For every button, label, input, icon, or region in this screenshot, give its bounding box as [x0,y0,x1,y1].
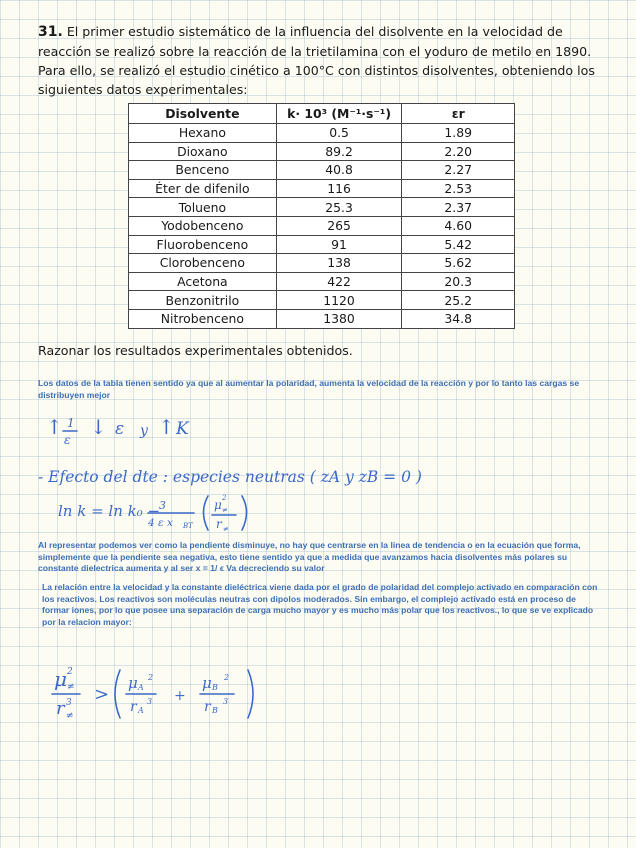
table-header-row [129,104,515,124]
header-solvent: Disolvente [129,104,277,124]
cell-epsilon: 25.2 [402,291,515,310]
cell-solvent: Tolueno [129,198,277,217]
mu-a: μ [128,674,138,692]
problem-statement [38,22,618,99]
cell-epsilon: 2.20 [402,142,515,161]
answer-paragraph-2: Al representar podemos ver como la pendiente disminuye, no hay que centrarse en la linea de tendencia o en la ecuación que forma, simplemente que la pendiente sea negativa, esto tiene sentido ya que a medida que avanzamos hacia disolventes más polares su constante dielectrica aumenta y al ser x = 1/ ϵ Va decreciendo su valor [38,540,581,573]
mu-complex: μ [54,667,67,691]
mu-a-sub: A [138,683,144,692]
mu-a-sup: 2 [148,673,154,682]
conjunction-y: y [140,423,148,439]
k-symbol: K [176,419,189,439]
table-row [129,198,515,217]
mu-b-sup: 2 [224,673,230,682]
cell-epsilon: 4.60 [402,216,515,235]
cell-epsilon: 2.27 [402,161,515,180]
r-a-sup: 3 [147,697,153,706]
r-complex-sub: ≠ [66,711,74,721]
cell-k: 89.2 [276,142,402,161]
epsilon-symbol: ε [115,419,125,439]
answer-paragraph-3: La relación entre la velocidad y la constante dieléctrica viene dada por el grado de polaridad del complejo activado en comparación con los reactivos. Los reactivos son moléculas neutras con dipolos moderados. Sin embargo, el complejo activado está en proceso de formar iones, por lo que posee una separación de carga mucho mayor y es mucho más polar que los reactivos., lo que se ve explicado por la relacion mayor: [42,582,598,627]
table-row [129,272,515,291]
table-row [129,235,515,254]
cell-solvent: Clorobenceno [129,254,277,273]
handwritten-trend-line [40,410,260,450]
plus-symbol: + [174,688,186,704]
cell-k: 1120 [276,291,402,310]
left-paren [204,496,209,530]
arrow-up-symbol: ↑ [46,415,63,439]
arrow-up-symbol-2: ↑ [158,415,175,439]
r-a: r [130,699,137,715]
mu-subscript: ≠ [222,506,228,514]
mu-b: μ [202,674,212,692]
table-row [129,142,515,161]
handwritten-effect-line [34,462,494,492]
equation-numerator: 3 [159,499,166,512]
cell-k: 422 [276,272,402,291]
cell-k: 0.5 [276,124,402,143]
cell-solvent: Nitrobenceno [129,309,277,328]
handwritten-inequality [52,660,292,724]
r-b-sup: 3 [223,697,229,706]
cell-epsilon: 34.8 [402,309,515,328]
table-row [129,216,515,235]
mu-complex-sub: ≠ [67,682,75,692]
cell-epsilon: 5.62 [402,254,515,273]
table-row [129,291,515,310]
right-paren-2 [248,670,253,718]
data-table [128,103,515,329]
cell-epsilon: 2.53 [402,179,515,198]
cell-epsilon: 2.37 [402,198,515,217]
mu-superscript: 2 [222,494,227,502]
cell-k: 138 [276,254,402,273]
mu-symbol: μ [214,498,222,512]
answer-paragraph-1: Los datos de la tabla tienen sentido ya que al aumentar la polaridad, aumenta la velocidad de la reacción y por lo tanto las cargas se distribuyen mejor [38,378,580,400]
cell-epsilon: 20.3 [402,272,515,291]
left-paren-2 [115,670,120,718]
cell-k: 91 [276,235,402,254]
cell-k: 116 [276,179,402,198]
greater-than-symbol: > [94,684,110,705]
r-b: r [204,699,211,715]
equation-lhs: ln k = ln k₀ − [58,502,161,520]
fraction-epsilon: ε [64,433,71,447]
question-text: Razonar los resultados experimentales obtenidos. [38,343,353,358]
cell-solvent: Yodobenceno [129,216,277,235]
cell-solvent: Benzonitrilo [129,291,277,310]
table-row [129,124,515,143]
cell-solvent: Fluorobenceno [129,235,277,254]
cell-k: 40.8 [276,161,402,180]
cell-solvent: Éter de difenilo [129,179,277,198]
r-symbol: r [216,517,222,531]
cell-solvent: Acetona [129,272,277,291]
handwritten-equation [56,490,296,536]
right-paren [242,496,247,530]
problem-number: 31. [38,24,63,40]
equation-denominator-sub: BT [183,522,193,530]
table-row [129,309,515,328]
cell-solvent: Dioxano [129,142,277,161]
table-row [129,179,515,198]
mu-complex-sup: 2 [67,667,73,677]
arrow-down-symbol: ↓ [90,415,107,439]
cell-epsilon: 1.89 [402,124,515,143]
cell-solvent: Benceno [129,161,277,180]
r-subscript: ≠ [223,525,229,533]
cell-k: 265 [276,216,402,235]
mu-b-sub: B [212,683,218,692]
table-row [129,161,515,180]
r-complex: r [56,698,65,719]
r-complex-sup: 3 [66,698,72,708]
table-row [129,254,515,273]
cell-k: 1380 [276,309,402,328]
header-k: k· 10³ (M⁻¹·s⁻¹) [276,104,402,124]
cell-k: 25.3 [276,198,402,217]
problem-text: El primer estudio sistemático de la influencia del disolvente en la velocidad de reacción se realizó sobre la reacción de la trietilamina con el yoduro de metilo en 1890. Para ello, se realizó el estudio cinético a 100°C con distintos disolventes, obteniendo los siguientes datos experimentales: [38,24,595,97]
effect-of-solvent-text: - Efecto del dte : especies neutras ( zA y zB = 0 ) [38,468,422,486]
header-epsilon: εr [402,104,515,124]
fraction-one: 1 [67,416,75,430]
cell-solvent: Hexano [129,124,277,143]
r-b-sub: B [212,706,218,715]
equation-denominator: 4 ε x [148,517,173,529]
cell-epsilon: 5.42 [402,235,515,254]
r-a-sub: A [138,706,144,715]
